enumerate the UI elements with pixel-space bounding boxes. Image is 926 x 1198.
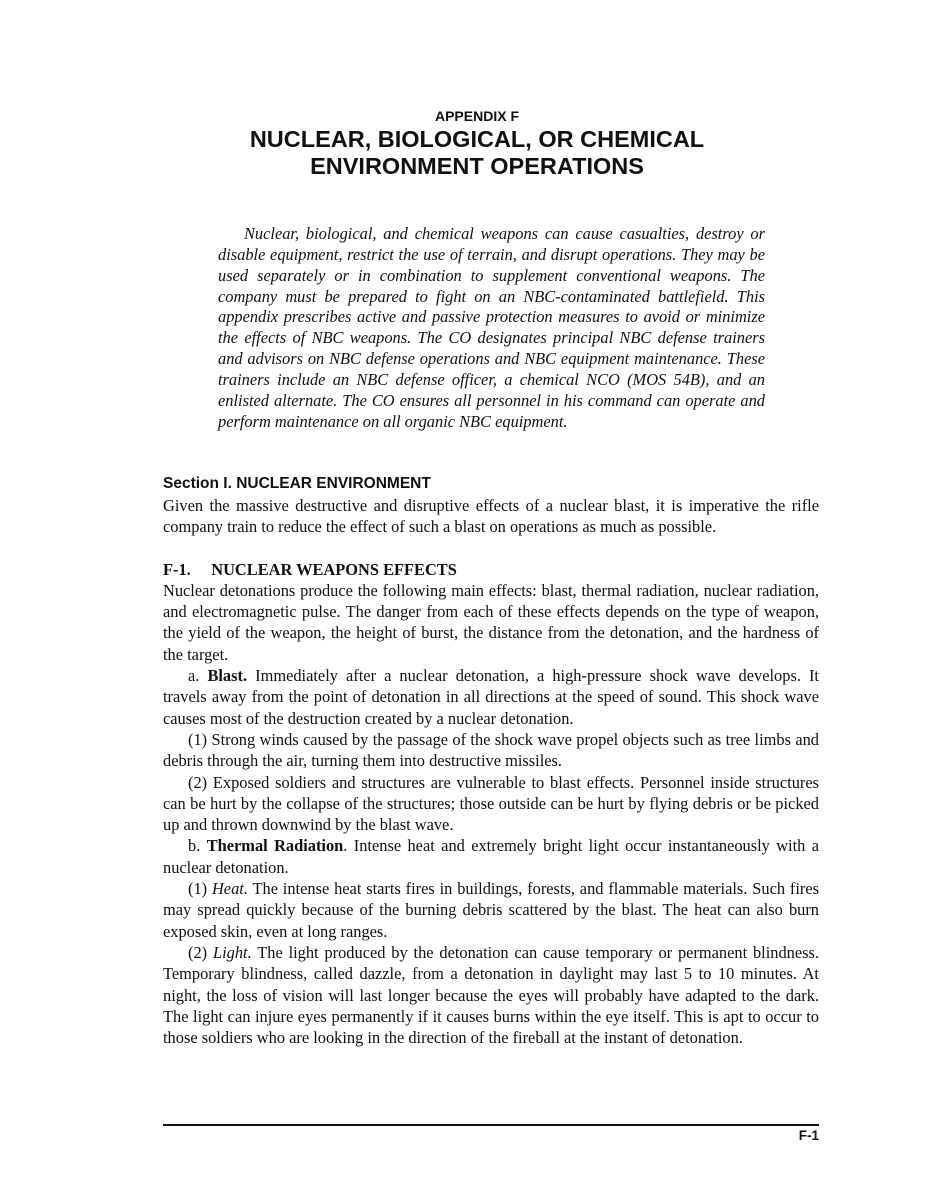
main-body (163, 473, 819, 1048)
page-title (0, 126, 926, 180)
para-blast-2 (163, 772, 819, 836)
para-text: Exposed soldiers and structures are vulnerable to blast effects. Personnel inside structures can be hurt by the collapse of the structures; those outside can be hurt by flying debris or be picked up and thrown downwind by the blast wave. (163, 772, 819, 835)
f1-heading: F-1. NUCLEAR WEAPONS EFFECTS (163, 559, 457, 579)
para-blast-1 (163, 729, 819, 772)
para-text: The intense heat starts fires in buildings, forests, and flammable materials. Such fires may spread quickly because of the burning debris scattered by the blast. The heat can also burn exposed skin, even at long ranges. (163, 879, 820, 941)
section-intro: Given the massive destructive and disruptive effects of a nuclear blast, it is imperative the rifle company train to reduce the effect of such a blast on operations as much as possible. (163, 496, 819, 537)
f1-intro: Nuclear detonations produce the following main effects: blast, thermal radiation, nuclear radiation, and electromagnetic pulse. The danger from each of these effects depends on the type of weapon, the yield of the weapon, the height of burst, the distance from the detonation, and the hardness of the target. (163, 580, 819, 664)
para-text: . Intense heat and extremely bright light occur instantaneously with a nuclear detonation. (163, 836, 820, 877)
para-lead: Thermal Radiation (206, 836, 344, 856)
title-line-2: ENVIRONMENT OPERATIONS (310, 153, 644, 179)
footer-rule (163, 1124, 819, 1126)
para-lead: Light. (212, 942, 252, 962)
para-lead: Heat. (211, 879, 248, 899)
para-light (163, 942, 819, 1048)
appendix-label: APPENDIX F (434, 108, 519, 124)
section-heading: Section I. NUCLEAR ENVIRONMENT (163, 475, 431, 492)
para-prefix: b. (188, 836, 207, 856)
para-heat (163, 878, 819, 942)
para-blast (163, 665, 819, 729)
para-text: The light produced by the detonation can cause temporary or permanent blindness. Temporary blindness, called dazzle, from a detonation in daylight may last 5 to 10 minutes. At night, the loss of vision will last longer because the eyes will probably have adapted to the dark. The light can injure eyes permanently if it causes burns within the eye itself. This is apt to occur to those soldiers who are looking in the direction of the fireball at the instant of detonation. (163, 942, 819, 1048)
para-prefix: (2) (188, 942, 213, 962)
para-text: Immediately after a nuclear detonation, a high-pressure shock wave develops. It travels away from the point of detonation in all directions at the speed of sound. This shock wave causes most of the destruction created by a nuclear detonation. (163, 666, 819, 728)
para-lead: Blast. (207, 666, 248, 686)
page-number: F-1 (798, 1128, 819, 1143)
title-line-1: NUCLEAR, BIOLOGICAL, OR CHEMICAL (249, 126, 705, 152)
para-prefix: (2) (188, 772, 213, 792)
para-prefix: (1) (188, 879, 212, 899)
para-text: Strong winds caused by the passage of the shock wave propel objects such as tree limbs and debris through the air, turning them into destructive missiles. (163, 729, 819, 771)
para-prefix: (1) (188, 729, 212, 749)
para-thermal (163, 835, 819, 878)
intro-paragraph: Nuclear, biological, and chemical weapons can cause casualties, destroy or disable equipment, restrict the use of terrain, and disrupt operations. They may be used separately or in combination to supplement conventional weapons. The company must be prepared to fight on an NBC-contaminated battlefield. This appendix prescribes active and passive protection measures to avoid or minimize the effects of NBC weapons. The CO designates principal NBC defense trainers and advisors on NBC defense operations and NBC equipment maintenance. These trainers include an NBC defense officer, a chemical NCO (MOS 54B), and an enlisted alternate. The CO ensures all personnel in his command can operate and perform maintenance on all organic NBC equipment. (218, 224, 765, 431)
para-prefix: a. (188, 666, 208, 686)
